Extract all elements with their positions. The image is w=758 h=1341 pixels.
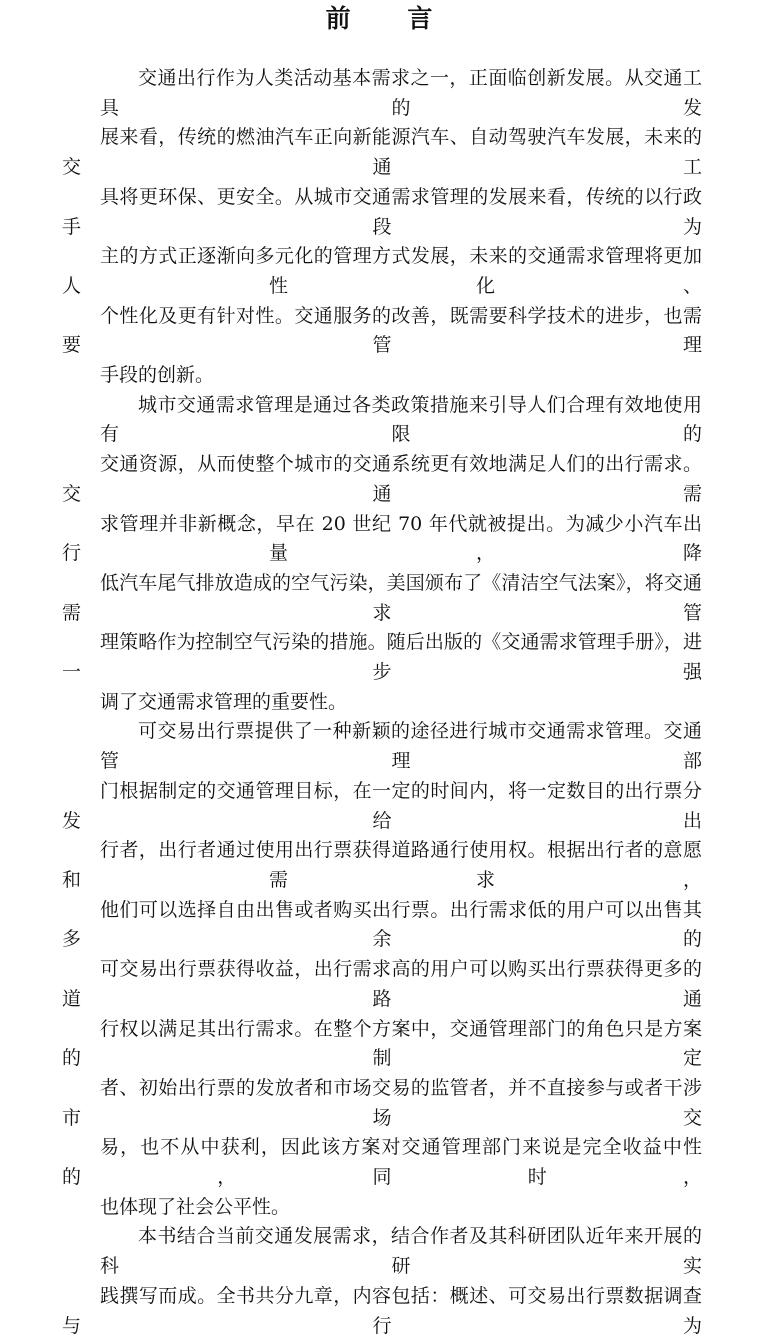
- text-line: 践撰写而成。全书共分九章，内容包括：概述、可交易出行票数据调查与行为: [62, 1284, 702, 1337]
- text-line: 求管理并非新概念，早在 20 世纪 70 年代就被提出。为减少小汽车出行量，降: [62, 512, 702, 565]
- text-line: 行权以满足其出行需求。在整个方案中，交通管理部门的角色只是方案的制定: [62, 1017, 702, 1070]
- text-line: 本书结合当前交通发展需求，结合作者及其科研团队近年来开展的科研实: [100, 1225, 702, 1278]
- text-line: 低汽车尾气排放造成的空气污染，美国颁布了《清洁空气法案》，将交通需求管: [62, 571, 702, 624]
- text-line: 也体现了社会公平性。: [100, 1195, 291, 1218]
- paragraph: [62, 717, 702, 1222]
- page-title: 前 言: [325, 4, 457, 33]
- paragraph: [62, 391, 702, 718]
- text-line: 他们可以选择自由出售或者购买出行票。出行需求低的用户可以出售其多余的: [62, 898, 702, 951]
- text-line: 交通出行作为人类活动基本需求之一，正面临创新发展。从交通工具的发: [100, 67, 702, 119]
- text-line: 交通资源，从而使整个城市的交通系统更有效地满足人们的出行需求。交通需: [62, 453, 702, 505]
- text-line: 可交易出行票提供了一种新颖的途径进行城市交通需求管理。交通管理部: [100, 720, 702, 773]
- text-line: 门根据制定的交通管理目标，在一定的时间内，将一定数目的出行票分发给出: [62, 779, 702, 832]
- preface-body: [62, 64, 702, 1341]
- paragraph: [62, 1222, 702, 1341]
- text-line: 手段的创新。: [100, 364, 215, 387]
- text-line: 易，也不从中获利，因此该方案对交通管理部门来说是完全收益中性的，同时，: [62, 1136, 702, 1189]
- text-line: 理策略作为控制空气污染的措施。随后出版的《交通需求管理手册》，进一步强: [62, 631, 702, 684]
- text-line: 主的方式正逐渐向多元化的管理方式发展，未来的交通需求管理将更加人性化、: [62, 245, 702, 297]
- text-line: 者、初始出行票的发放者和市场交易的监管者，并不直接参与或者干涉市场交: [62, 1076, 702, 1129]
- text-line: 具将更环保、更安全。从城市交通需求管理的发展来看，传统的以行政手段为: [62, 185, 702, 238]
- text-line: 展来看，传统的燃油汽车正向新能源汽车、自动驾驶汽车发展，未来的交通工: [62, 126, 702, 179]
- text-line: 个性化及更有针对性。交通服务的改善，既需要科学技术的进步，也需要管理: [62, 304, 702, 357]
- text-line: 城市交通需求管理是通过各类政策措施来引导人们合理有效地使用有限的: [100, 393, 702, 446]
- text-line: 行者，出行者通过使用出行票获得道路通行使用权。根据出行者的意愿和需求，: [62, 839, 702, 891]
- text-line: 调了交通需求管理的重要性。: [100, 690, 348, 713]
- text-line: 可交易出行票获得收益，出行需求高的用户可以购买出行票获得更多的道路通: [62, 958, 702, 1010]
- paragraph: [62, 64, 702, 391]
